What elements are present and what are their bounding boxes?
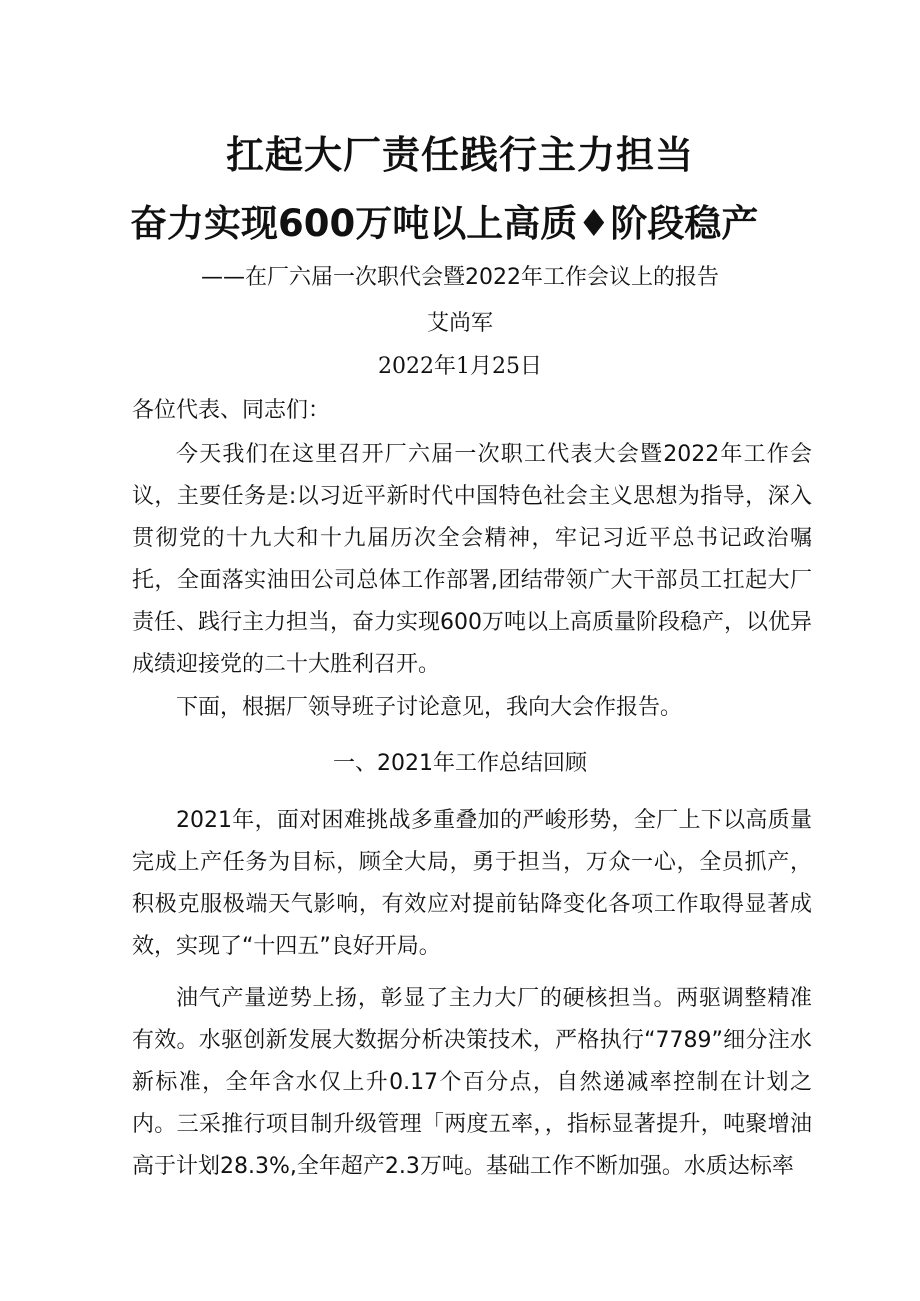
document-author: 艾尚军 (426, 311, 493, 336)
section-heading: 一、2021年工作总结回顾 (333, 751, 587, 776)
paragraph-report-note: 下面，根据厂领导班子讨论意见，我向大会作报告。 (176, 695, 683, 720)
document-date: 2022年1月25日 (378, 354, 542, 379)
paragraph-summary: 2021年，面对困难挑战多重叠加的严峻形势，全厂上下以高质量完成上产任务为目标，顾全大局，勇于担当，万众一心，全员抓产，积极克服极端天气影响，有效应对提前钻降变化各项工作取得显著成效，实现了“十四五”良好开局。 (132, 808, 812, 959)
salutation: 各位代表、同志们： (132, 398, 331, 423)
document-subtitle: ——在厂六届一次职代会暨2022年工作会议上的报告 (201, 265, 719, 290)
document-title-line1: 扛起大厂责任践行主力担当 (225, 133, 694, 177)
paragraph-intro: 今天我们在这里召开厂六届一次职工代表大会暨2022年工作会议，主要任务是:以习近平新时代中国特色社会主义思想为指导，深入贯彻党的十九大和十九届历次全会精神，牢记习近平总书记政治嘱托，全面落实油田公司总体工作部署,团结带领广大干部员工扛起大厂责任、践行主力担当，奋力实现600万吨以上高质量阶段稳产，以优异成绩迎接党的二十大胜利召开。 (132, 442, 812, 677)
document-title-line2: 奋力实现600万吨以上高质♦阶段稳产 (130, 202, 759, 245)
paragraph-production: 油气产量逆势上扬，彰显了主力大厂的硬核担当。两驱调整精准有效。水驱创新发展大数据分析决策技术，严格执行“7789”细分注水新标准，全年含水仅上升0.17个百分点，自然递减率控制在计划之内。三采推行项目制升级管理「两度五率，，指标显著提升，吨聚增油高于计划28.3%,全年超产2.3万吨。基础工作不断加强。水质达标率 (132, 986, 812, 1179)
